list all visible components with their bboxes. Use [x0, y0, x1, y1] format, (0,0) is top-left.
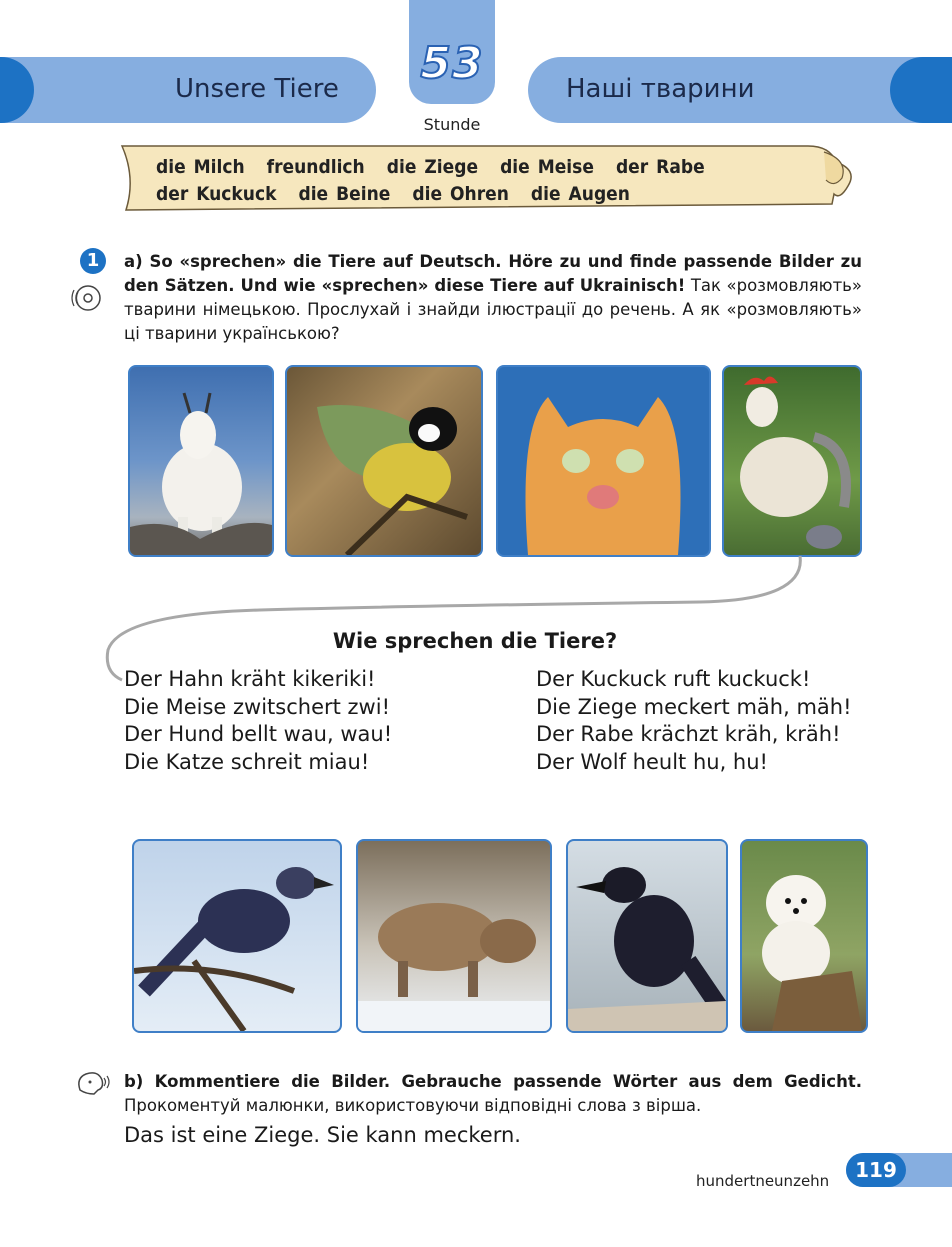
- wolf-photo: [356, 839, 552, 1033]
- vocab-word: die Meise: [500, 156, 594, 178]
- speaking-head-icon: [74, 1068, 110, 1098]
- exercise-b-text: [124, 1070, 862, 1118]
- header-right-cap: [890, 57, 952, 123]
- dog-photo: [740, 839, 868, 1033]
- rooster-photo: [722, 365, 862, 557]
- poem-line: Der Rabe krächzt kräh, kräh!: [536, 722, 841, 746]
- exercise-a-instruction-de: a) So «sprechen» die Tiere auf Deutsch. Höre zu und finde passende Bilder zu den Sätzen. Und wie «sprechen» diese Tiere auf Ukrainisch!: [124, 252, 862, 295]
- vocab-row-1: [156, 156, 727, 178]
- poem-line: Die Meise zwitschert zwi!: [124, 694, 390, 719]
- exercise-a-instruction-uk: Так «розмовляють» тварини німецькою. Прослухай і знайди ілюстрації до речень. А як «розмовляють» ці тварини українською?: [124, 276, 863, 343]
- cuckoo-photo: [132, 839, 342, 1033]
- lesson-number: 53: [420, 38, 484, 89]
- tit-photo: [285, 365, 483, 557]
- vocab-word: der Rabe: [615, 156, 705, 178]
- cat-photo: [496, 365, 711, 557]
- lesson-label: Stunde: [423, 115, 481, 134]
- vocab-word: die Augen: [530, 183, 630, 205]
- poem-line: Der Hund bellt wau, wau!: [124, 722, 393, 746]
- poem-line: Der Kuckuck ruft kuckuck!: [536, 667, 811, 691]
- vocab-word: die Ohren: [412, 183, 509, 205]
- vocab-row-2: [156, 183, 652, 205]
- poem-line: Die Katze schreit miau!: [124, 749, 370, 774]
- title-german: Unsere Tiere: [175, 74, 339, 104]
- title-ukrainian: Наші тварини: [566, 74, 755, 104]
- poem-right-column: [536, 666, 852, 776]
- vocab-word: die Ziege: [386, 156, 479, 178]
- page-number-word: hundertneunzehn: [696, 1172, 830, 1190]
- poem-title: Wie sprechen die Tiere?: [332, 629, 618, 653]
- poem-line: Der Hahn kräht kikeriki!: [124, 667, 376, 691]
- raven-photo: [566, 839, 728, 1033]
- exercise-b-instruction-uk: Прокоментуй малюнки, використовуючи відповідні слова з вірша.: [124, 1096, 702, 1115]
- vocab-word: der Kuckuck: [156, 183, 277, 205]
- poem-left-column: [124, 666, 392, 776]
- poem-line: Der Wolf heult hu, hu!: [536, 749, 768, 774]
- page-number: 119: [846, 1153, 906, 1187]
- goat-photo: [128, 365, 274, 557]
- example-sentence: Das ist eine Ziege. Sie kann meckern.: [124, 1123, 521, 1147]
- cd-audio-icon: [68, 282, 104, 314]
- poem-line: Die Ziege meckert mäh, mäh!: [536, 694, 852, 719]
- exercise-a-text: [124, 250, 862, 346]
- vocab-word: freundlich: [266, 156, 365, 178]
- exercise-number-badge: 1: [80, 248, 106, 274]
- vocab-word: die Milch: [156, 156, 245, 178]
- vocab-word: die Beine: [298, 183, 391, 205]
- exercise-b-instruction-de: b) Kommentiere die Bilder. Gebrauche passende Wörter aus dem Gedicht.: [124, 1072, 862, 1091]
